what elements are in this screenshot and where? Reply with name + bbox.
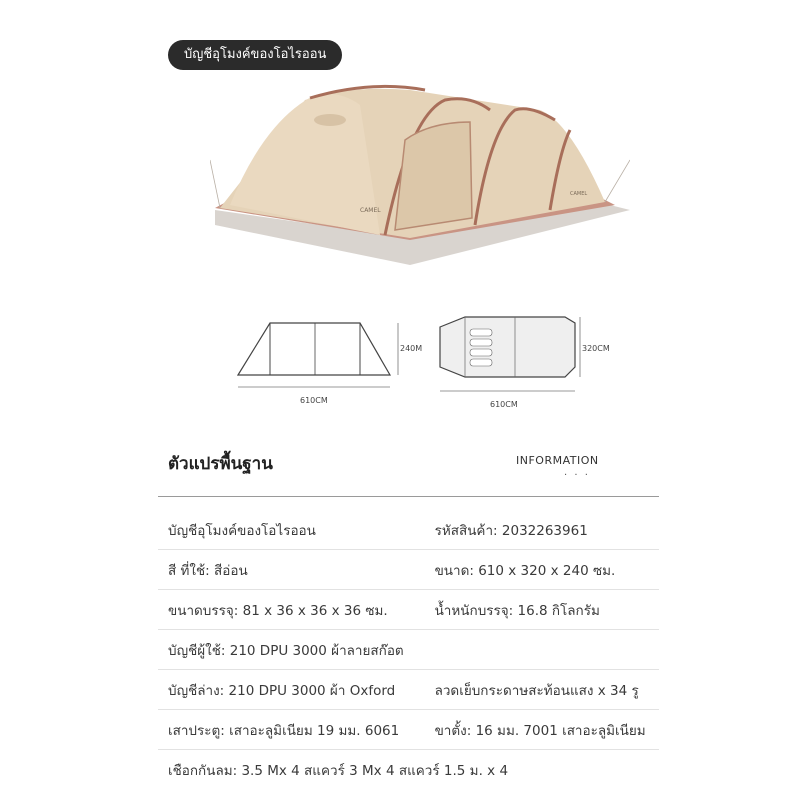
spec-fabric: บัญชีผู้ใช้: 210 DPU 3000 ผ้าลายสก๊อต — [168, 642, 404, 659]
top-width-label: 610CM — [490, 400, 518, 409]
spec-row — [158, 550, 659, 590]
spec-stand: ขาตั้ง: 16 มม. 7001 เสาอะลูมิเนียม — [434, 722, 646, 739]
spec-sku: รหัสสินค้า: 2032263961 — [434, 522, 588, 539]
tent-vent — [314, 114, 346, 126]
spec-row — [158, 590, 659, 630]
side-width-label: 610CM — [300, 396, 328, 405]
spec-row — [158, 510, 659, 550]
spec-size: ขนาด: 610 x 320 x 240 ซม. — [434, 562, 616, 579]
tent-logo: CAMEL — [360, 207, 381, 214]
product-name-badge: บัญชีอุโมงค์ของโอไรออน — [168, 40, 342, 70]
top-dimension-diagram — [430, 305, 620, 415]
side-dimension-diagram — [230, 305, 430, 415]
tent-logo: CAMEL — [570, 191, 588, 197]
information-dots: · · · — [564, 470, 590, 481]
tent-photo — [210, 60, 630, 290]
spec-door-pole: เสาประตู: เสาอะลูมิเนียม 19 มม. 6061 — [168, 722, 400, 739]
spec-row — [158, 710, 659, 750]
section-divider — [158, 496, 659, 497]
information-label: INFORMATION — [516, 454, 599, 467]
section-title: ตัวแปรพื้นฐาน — [168, 454, 273, 474]
spec-row — [158, 630, 659, 670]
spec-row — [158, 750, 659, 789]
spec-color: สี ที่ใช้: สีอ่อน — [168, 562, 248, 579]
spec-row — [158, 670, 659, 710]
spec-table — [158, 510, 659, 789]
spec-floor: บัญชีล่าง: 210 DPU 3000 ผ้า Oxford — [168, 682, 396, 699]
tent-door — [395, 122, 472, 230]
spec-name: บัญชีอุโมงค์ของโอไรออน — [168, 522, 316, 539]
top-depth-label: 320CM — [582, 344, 610, 353]
spec-reflective: ลวดเย็บกระดาษสะท้อนแสง x 34 รู — [434, 682, 639, 699]
spec-package-weight: น้ำหนักบรรจุ: 16.8 กิโลกรัม — [434, 602, 600, 619]
side-height-label: 240M — [400, 344, 423, 353]
spec-package-size: ขนาดบรรจุ: 81 x 36 x 36 x 36 ซม. — [168, 602, 388, 619]
spec-guy-rope: เชือกกันลม: 3.5 Mx 4 สแควร์ 3 Mx 4 สแควร์ 1.5 ม. x 4 — [168, 762, 509, 779]
